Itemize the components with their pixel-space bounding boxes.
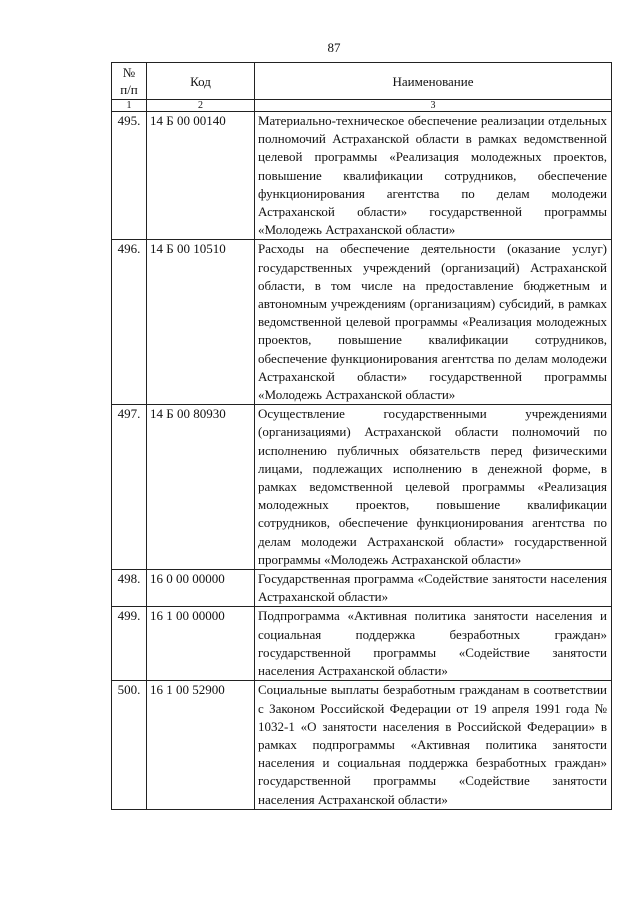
header-number-abbr: п/п	[120, 82, 138, 97]
row-number: 499.	[112, 607, 147, 681]
table-row	[112, 112, 612, 240]
column-index-1: 1	[112, 100, 147, 112]
row-code: 16 1 00 52900	[147, 681, 255, 809]
row-number: 497.	[112, 405, 147, 570]
table-row	[112, 681, 612, 809]
row-number: 495.	[112, 112, 147, 240]
row-name: Социальные выплаты безработным гражданам в соответствии с Законом Российской Федерации от 19 апреля 1991 года № 1032-1 «О занятости населения в Российской Федерации» в рамках подпрограммы «Активная политика занятости населения и социальная поддержка безработных граждан» государственной программы «Содействие занятости населения Астраханской области»	[255, 681, 612, 809]
row-number: 496.	[112, 240, 147, 405]
row-name: Расходы на обеспечение деятельности (оказание услуг) государственных учреждений (организаций) Астраханской области, в том числе на предоставление бюджетным и автономным учреждениям (организациям) субсидий, в рамках ведомственной целевой программы «Реализация молодежных проектов, повышение квалификации сотрудников, обеспечение функционирования агентства по делам молодежи Астраханской области» государственной программы «Молодежь Астраханской области»	[255, 240, 612, 405]
table-row	[112, 405, 612, 570]
row-code: 14 Б 00 10510	[147, 240, 255, 405]
header-number	[112, 63, 147, 100]
row-code: 14 Б 00 00140	[147, 112, 255, 240]
row-name: Государственная программа «Содействие занятости населения Астраханской области»	[255, 570, 612, 607]
header-code: Код	[147, 63, 255, 100]
table-row	[112, 240, 612, 405]
table-header-row	[112, 63, 612, 100]
row-name: Подпрограмма «Активная политика занятости населения и социальная поддержка безработных граждан» государственной программы «Содействие занятости населения Астраханской области»	[255, 607, 612, 681]
row-number: 498.	[112, 570, 147, 607]
row-code: 16 1 00 00000	[147, 607, 255, 681]
column-index-2: 2	[147, 100, 255, 112]
page-number: 87	[327, 40, 341, 55]
row-code: 14 Б 00 80930	[147, 405, 255, 570]
header-number-sign: №	[122, 65, 136, 80]
classification-table	[111, 62, 612, 810]
row-name: Материально-техническое обеспечение реализации отдельных полномочий Астраханской области в рамках ведомственной целевой программы «Реализация молодежных проектов, повышение квалификации сотрудников, обеспечение функционирования агентства по делам молодежи Астраханской области» государственной программы «Молодежь Астраханской области»	[255, 112, 612, 240]
table-row	[112, 607, 612, 681]
row-name: Осуществление государственными учреждениями (организациями) Астраханской области полномочий по исполнению публичных обязательств перед физическими лицами, подлежащих исполнению в денежной форме, в рамках ведомственной целевой программы «Реализация молодежных проектов, повышение квалификации сотрудников, обеспечение функционирования агентства по делам молодежи Астраханской области» государственной программы «Молодежь Астраханской области»	[255, 405, 612, 570]
table-row	[112, 570, 612, 607]
row-code: 16 0 00 00000	[147, 570, 255, 607]
column-index-row	[112, 100, 612, 112]
row-number: 500.	[112, 681, 147, 809]
column-index-3: 3	[255, 100, 612, 112]
header-name: Наименование	[255, 63, 612, 100]
